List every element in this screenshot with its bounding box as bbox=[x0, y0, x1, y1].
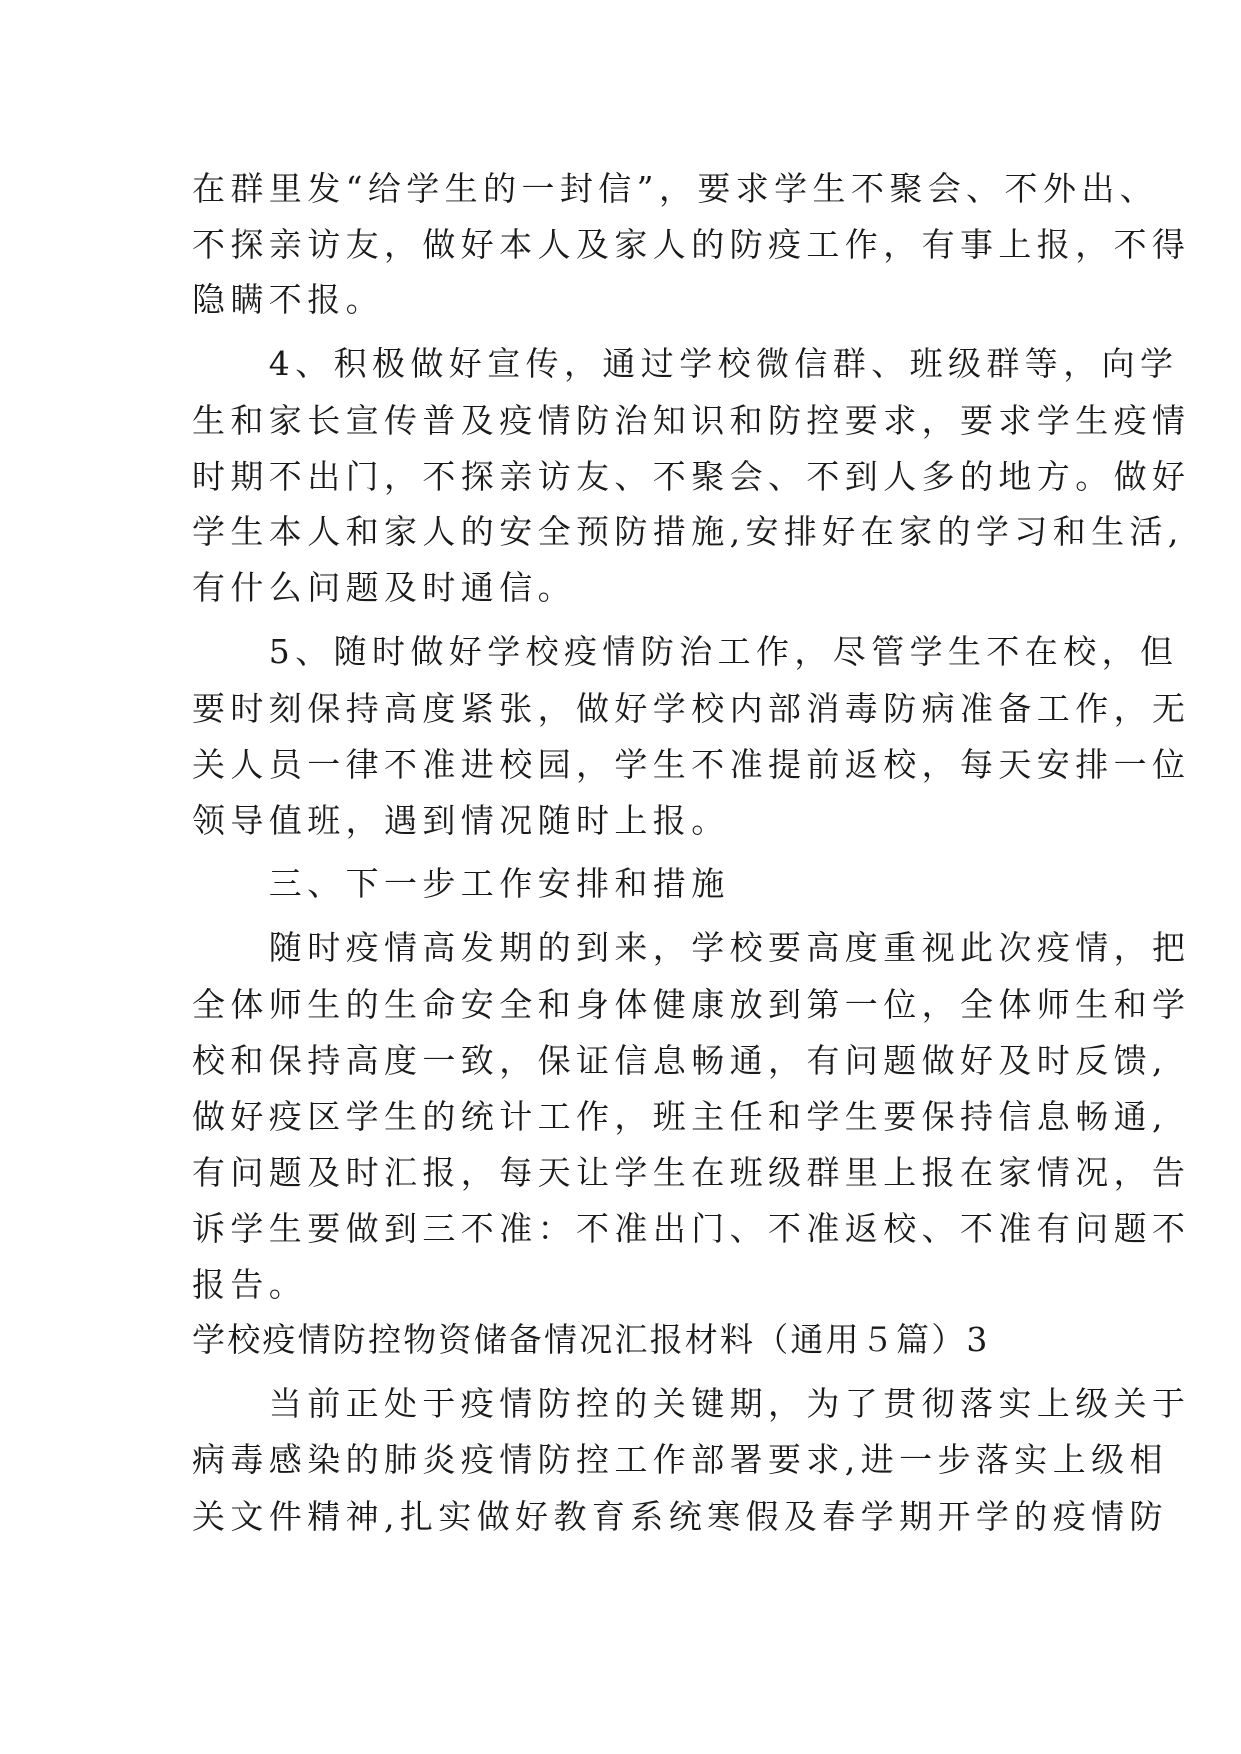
paragraph-line: 随时疫情高发期的到来，学校要高度重视此次疫情，把 bbox=[192, 928, 1191, 967]
document-heading: 学校疫情防控物资储备情况汇报材料（通用５篇）3 bbox=[192, 1320, 990, 1359]
paragraph-line: 有问题及时汇报，每天让学生在班级群里上报在家情况，告 bbox=[192, 1153, 1191, 1192]
paragraph-line: 在群里发“给学生的一封信”，要求学生不聚会、不外出、 bbox=[192, 169, 1159, 208]
paragraph-line: 要时刻保持高度紧张，做好学校内部消毒防病准备工作，无 bbox=[192, 689, 1191, 728]
paragraph-line: 有什么问题及时通信。 bbox=[192, 568, 576, 607]
section-heading: 三、下一步工作安排和措施 bbox=[192, 864, 730, 903]
paragraph-line: 当前正处于疫情防控的关键期，为了贯彻落实上级关于 bbox=[192, 1384, 1191, 1423]
paragraph-line: 学生本人和家人的安全预防措施,安排好在家的学习和生活, bbox=[192, 512, 1184, 551]
paragraph-line: 诉学生要做到三不准：不准出门、不准返校、不准有问题不 bbox=[192, 1209, 1191, 1248]
paragraph-line: 关文件精神,扎实做好教育系统寒假及春学期开学的疫情防 bbox=[192, 1497, 1168, 1536]
paragraph-line: 全体师生的生命安全和身体健康放到第一位，全体师生和学 bbox=[192, 985, 1191, 1024]
paragraph-line: 领导值班，遇到情况随时上报。 bbox=[192, 801, 730, 840]
paragraph-line: 5、随时做好学校疫情防治工作，尽管学生不在校，但 bbox=[192, 632, 1179, 671]
paragraph-line: 做好疫区学生的统计工作，班主任和学生要保持信息畅通, bbox=[192, 1097, 1168, 1136]
paragraph-line: 不探亲访友，做好本人及家人的防疫工作，有事上报，不得 bbox=[192, 225, 1191, 264]
paragraph-line: 4、积极做好宣传，通过学校微信群、班级群等，向学 bbox=[192, 344, 1179, 383]
paragraph-line: 关人员一律不准进校园，学生不准提前返校，每天安排一位 bbox=[192, 745, 1191, 784]
paragraph-line: 校和保持高度一致，保证信息畅通，有问题做好及时反馈, bbox=[192, 1041, 1168, 1080]
paragraph-line: 隐瞒不报。 bbox=[192, 280, 384, 319]
paragraph-line: 时期不出门，不探亲访友、不聚会、不到人多的地方。做好 bbox=[192, 457, 1191, 496]
paragraph-line: 生和家长宣传普及疫情防治知识和防控要求，要求学生疫情 bbox=[192, 401, 1191, 440]
paragraph-line: 病毒感染的肺炎疫情防控工作部署要求,进一步落实上级相 bbox=[192, 1440, 1168, 1479]
paragraph-line: 报告。 bbox=[192, 1265, 308, 1304]
